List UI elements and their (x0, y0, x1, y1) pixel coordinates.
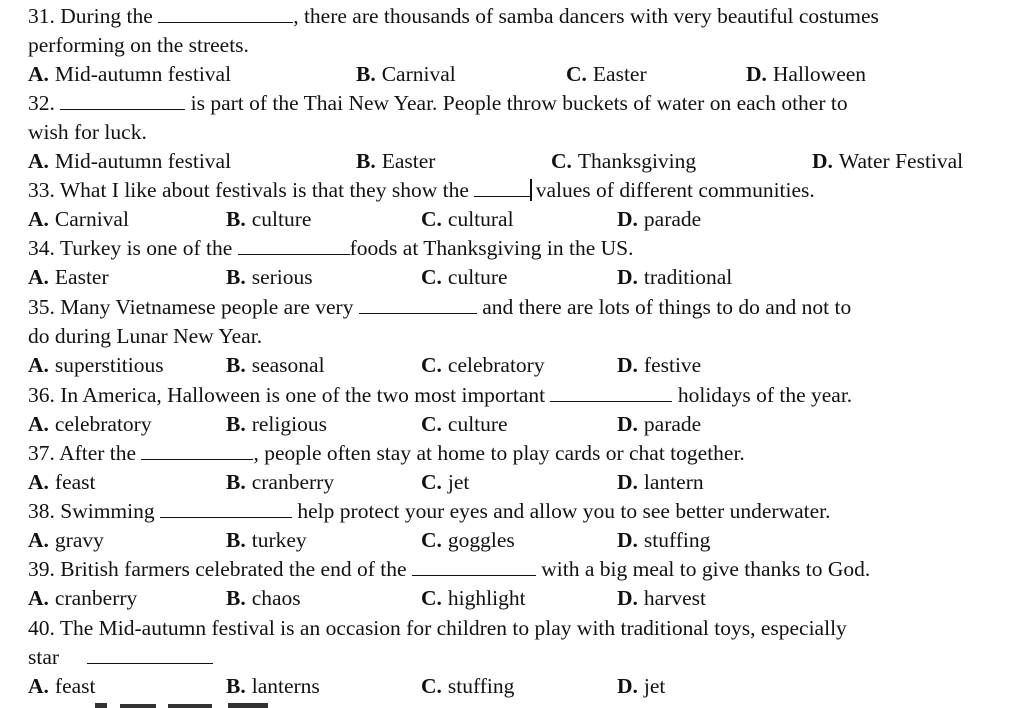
answer-blank (238, 236, 350, 255)
question-text: 34. Turkey is one of the (28, 236, 238, 260)
option-c: C. Easter (566, 62, 647, 86)
option-a: A. Mid-autumn festival (28, 62, 232, 86)
question-text: and there are lots of things to do and not to (476, 295, 852, 319)
option-b: B. chaos (226, 586, 301, 610)
option-a: A. gravy (28, 528, 104, 552)
question-text: , people often stay at home to play cards or chat together. (253, 441, 745, 465)
option-b: B. serious (226, 265, 313, 289)
option-b: B. seasonal (226, 353, 325, 377)
answer-blank (412, 557, 536, 576)
option-d: D. Halloween (746, 62, 867, 86)
option-c: C. Thanksgiving (551, 149, 697, 173)
answer-blank (60, 91, 185, 110)
question-32 (28, 89, 848, 118)
question-text: foods at Thanksgiving in the US. (349, 236, 634, 260)
option-a: A. superstitious (28, 353, 164, 377)
option-b: B. Carnival (356, 62, 456, 86)
answer-blank (158, 4, 293, 23)
question-text: 35. Many Vietnamese people are very (28, 295, 359, 319)
option-b: B. religious (226, 412, 327, 436)
option-c: C. culture (421, 412, 508, 436)
option-b: B. lanterns (226, 674, 320, 698)
option-c: C. cultural (421, 207, 514, 231)
question-text: 36. In America, Halloween is one of the two most important (28, 383, 551, 407)
option-a: A. Carnival (28, 207, 129, 231)
question-text: 32. (28, 91, 61, 115)
option-b: B. cranberry (226, 470, 335, 494)
option-a: A. Mid-autumn festival (28, 149, 232, 173)
option-c: C. celebratory (421, 353, 545, 377)
option-a: A. Easter (28, 265, 109, 289)
question-38 (28, 497, 831, 526)
option-d: D. festive (617, 353, 702, 377)
question-text: is part of the Thai New Year. People throw buckets of water on each other to (185, 91, 848, 115)
option-d: D. traditional (617, 265, 733, 289)
option-a: A. feast (28, 674, 96, 698)
question-35-continued: do during Lunar New Year. (28, 324, 263, 348)
option-d: D. parade (617, 412, 702, 436)
question-32-continued: wish for luck. (28, 120, 147, 144)
answer-blank (141, 441, 253, 460)
option-b: B. turkey (226, 528, 307, 552)
answer-blank (550, 383, 672, 402)
option-b: B. Easter (356, 149, 436, 173)
question-35 (28, 293, 851, 322)
question-text: 40. The Mid-autumn festival is an occasion for children to play with traditional toys, especially (28, 616, 847, 640)
option-d: D. Water Festival (812, 149, 964, 173)
question-text: 38. Swimming (28, 499, 161, 523)
question-text: , there are thousands of samba dancers with very beautiful costumes (293, 4, 879, 28)
question-39 (28, 555, 870, 584)
question-31 (28, 2, 879, 31)
option-c: C. goggles (421, 528, 515, 552)
question-text: values of different communities. (535, 178, 815, 202)
question-40 (28, 614, 847, 643)
option-c: C. jet (421, 470, 470, 494)
question-33 (28, 176, 815, 205)
question-34 (28, 234, 634, 263)
option-d: D. lantern (617, 470, 704, 494)
option-b: B. culture (226, 207, 312, 231)
question-text: 37. After the (28, 441, 142, 465)
text-cursor (530, 179, 532, 201)
option-a: A. celebratory (28, 412, 152, 436)
option-d: D. harvest (617, 586, 706, 610)
answer-blank (359, 295, 477, 314)
option-d: D. stuffing (617, 528, 711, 552)
option-c: C. highlight (421, 586, 526, 610)
question-text: holidays of the year. (672, 383, 853, 407)
question-36 (28, 381, 852, 410)
question-37 (28, 439, 745, 468)
question-text: 33. What I like about festivals is that they show the (28, 178, 475, 202)
question-31-continued: performing on the streets. (28, 33, 249, 57)
answer-blank (87, 645, 213, 664)
question-text: 31. During the (28, 4, 159, 28)
option-a: A. cranberry (28, 586, 138, 610)
option-d: D. parade (617, 207, 702, 231)
question-40-continued: star (28, 643, 213, 672)
question-text: 39. British farmers celebrated the end of the (28, 557, 412, 581)
question-text: help protect your eyes and allow you to see better underwater. (292, 499, 831, 523)
answer-blank (474, 178, 530, 197)
option-d: D. jet (617, 674, 666, 698)
answer-blank (160, 499, 292, 518)
option-c: C. stuffing (421, 674, 515, 698)
option-c: C. culture (421, 265, 508, 289)
option-a: A. feast (28, 470, 96, 494)
question-text: with a big meal to give thanks to God. (535, 557, 871, 581)
